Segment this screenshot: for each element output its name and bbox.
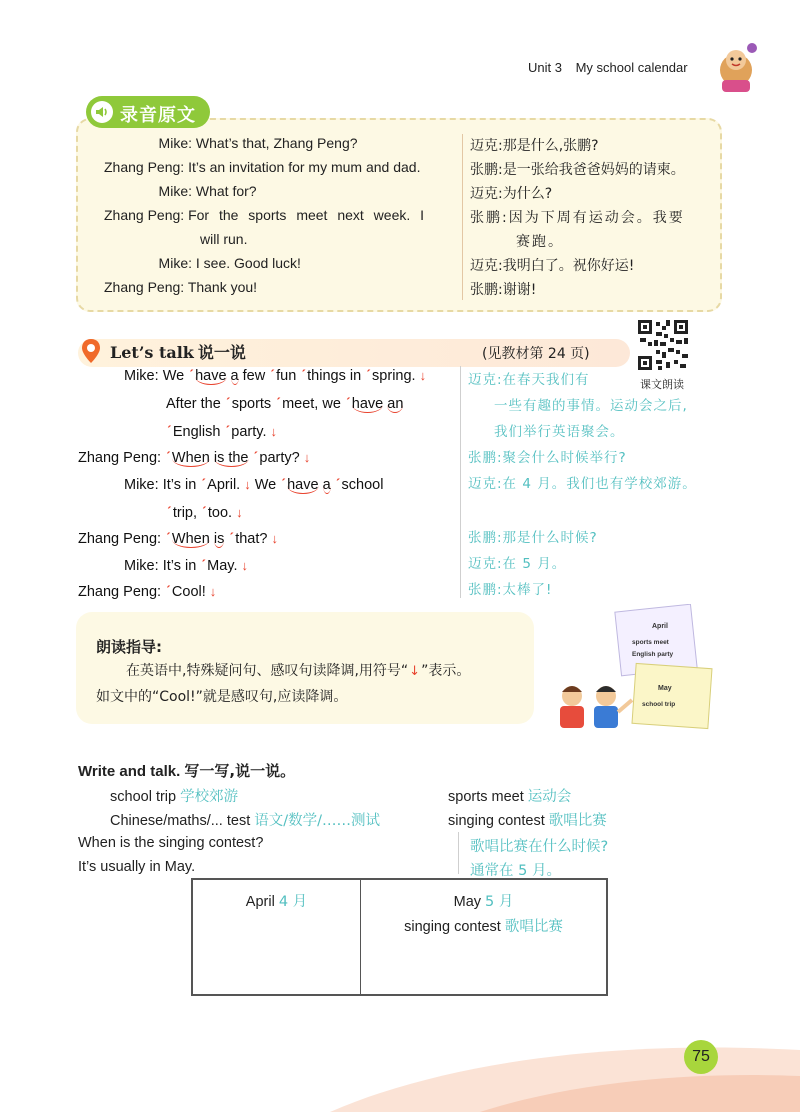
rec-cn-3: 迈克:为什么? (470, 186, 553, 202)
write-divider (458, 832, 459, 874)
word: It’s in (162, 558, 197, 574)
vocab-en: school trip (110, 789, 177, 805)
rec-speaker: Mike: (158, 255, 192, 271)
word: When (171, 450, 210, 466)
word: a (230, 368, 239, 384)
talk-line-3: ˊEnglish ˊparty. ↓ (167, 424, 277, 440)
month-en: May (453, 894, 482, 910)
question-en: When is the singing contest? (78, 835, 264, 851)
illus-english-party: English party (632, 651, 674, 658)
word: few (242, 368, 266, 384)
vocab-en: Chinese/maths/... test (110, 813, 251, 829)
rec-text: It’s an invitation for my mum and dad. (188, 159, 421, 175)
speaker-zhang-peng: Zhang Peng: (78, 450, 162, 466)
reading-guide-line-1 (126, 660, 470, 680)
rec-speaker: Mike: (158, 183, 192, 199)
textbook-reference: (见教材第 24 页) (482, 346, 590, 362)
rec-speaker: Zhang Peng: (104, 207, 185, 223)
calendar-table (191, 878, 608, 996)
word: an (387, 396, 404, 412)
word: When (171, 531, 210, 547)
word: May. (207, 558, 238, 574)
rec-cn-5: 赛跑。 (516, 234, 564, 250)
word: things in (307, 368, 362, 384)
falling-tone-icon: ↓ (419, 368, 427, 383)
talk-title-cn: 说一说 (197, 343, 246, 362)
rec-line-5 (104, 255, 301, 271)
rec-text: What for? (195, 183, 257, 199)
location-pin-icon (80, 338, 102, 364)
answer-en: It’s usually in May. (78, 859, 196, 875)
word: We (162, 368, 185, 384)
speaker-mike: Mike: (124, 477, 159, 493)
talk-cn-7: 迈克:在 5 月。 (468, 556, 567, 572)
word: a (322, 477, 331, 493)
talk-title-en: Let’s talk (110, 343, 194, 362)
calendar-cell-may[interactable] (361, 879, 608, 995)
word: is (213, 531, 225, 547)
recording-divider (462, 134, 463, 300)
word: too. (207, 505, 233, 521)
talk-cn-4: 张鹏:聚会什么时候举行? (468, 450, 627, 466)
talk-line-5: Mike: It’s in ˊApril. ↓ We ˊhave a ˊschool (124, 477, 384, 493)
rec-cn-1: 迈克:那是什么,张鹏? (470, 138, 599, 154)
falling-tone-icon: ↓ (409, 664, 421, 679)
falling-tone-icon: ↓ (236, 505, 243, 520)
rec-line-4 (104, 207, 424, 223)
question-cn: 歌唱比赛在什么时候? (470, 839, 609, 855)
rec-speaker: Zhang Peng: (104, 279, 185, 295)
word: English (172, 424, 221, 440)
talk-title (110, 340, 246, 363)
vocab-cn: 语文/数学/……测试 (254, 813, 381, 829)
vocab-singing-contest (448, 809, 607, 830)
falling-tone-icon: ↓ (271, 531, 278, 546)
guide-text-b: ”表示。 (421, 663, 471, 679)
word: We (254, 477, 277, 493)
illus-school-trip: school trip (642, 701, 676, 708)
talk-cn-6: 张鹏:那是什么时候? (468, 530, 598, 546)
rec-speaker: Mike: (158, 135, 192, 151)
talk-cn-2: 一些有趣的事情。运动会之后, (494, 398, 688, 414)
rec-line-2 (104, 159, 420, 175)
speaker-mike: Mike: (124, 368, 159, 384)
rec-cn-4: 张鹏:因为下周有运动会。我要 (470, 210, 685, 226)
word: After the (166, 396, 221, 412)
illus-april: April (652, 623, 668, 630)
month-cn: 5 月 (485, 894, 514, 910)
rec-text: Thank you! (187, 279, 258, 295)
illus-may: May (658, 685, 672, 692)
month-en: April (245, 894, 275, 910)
guide-text-a: 在英语中,特殊疑问句、感叹句读降调,用符号“ (126, 663, 409, 679)
word: have (351, 396, 384, 412)
write-title-cn: 写一写,说一说。 (184, 762, 296, 780)
word: is the (213, 450, 249, 466)
talk-cn-8: 张鹏:太棒了! (468, 582, 553, 598)
calendar-illustration (546, 604, 722, 738)
reading-guide-line-2: 如文中的“Cool!”就是感叹句,应读降调。 (96, 689, 348, 705)
word: spring. (372, 368, 416, 384)
talk-line-6: ˊtrip, ˊtoo. ↓ (167, 505, 243, 521)
word: that? (235, 531, 268, 547)
event-en: singing contest (404, 919, 501, 935)
word: trip, (172, 505, 198, 521)
event-cn: 歌唱比赛 (504, 919, 563, 935)
rec-line-6 (104, 279, 257, 295)
vocab-en: sports meet (448, 789, 524, 805)
rec-text: What’s that, Zhang Peng? (195, 135, 358, 151)
page-number: 75 (684, 1040, 718, 1074)
word: April. (207, 477, 241, 493)
illus-sports-meet: sports meet (632, 639, 669, 646)
word: meet, we (282, 396, 341, 412)
qr-label: 课文朗读 (640, 378, 684, 391)
unit-title: My school calendar (575, 60, 688, 75)
speaker-zhang-peng: Zhang Peng: (78, 531, 162, 547)
speaker-mike: Mike: (124, 558, 159, 574)
falling-tone-icon: ↓ (241, 558, 249, 573)
word: party? (259, 450, 300, 466)
qr-code-icon[interactable] (636, 318, 690, 372)
word: have (195, 368, 227, 384)
vocab-test (110, 809, 380, 830)
reading-guide-title: 朗读指导: (96, 638, 162, 656)
speaker-zhang-peng: Zhang Peng: (78, 584, 162, 600)
talk-divider (460, 366, 461, 598)
rec-cn-6: 迈克:我明白了。祝你好运! (470, 258, 635, 274)
rec-speaker: Zhang Peng: (104, 159, 185, 175)
word: sports (231, 396, 272, 412)
word: fun (276, 368, 297, 384)
talk-line-9: Zhang Peng: ˊCool! ↓ (78, 584, 217, 600)
write-title-en: Write and talk. (78, 763, 181, 780)
unit-number: Unit 3 (528, 60, 562, 75)
rec-line-1 (104, 135, 358, 151)
speaker-icon[interactable] (90, 100, 114, 124)
talk-cn-3: 我们举行英语聚会。 (494, 424, 625, 440)
word: Cool! (171, 584, 206, 600)
rec-cn-7: 张鹏:谢谢! (470, 282, 537, 298)
rec-text: For the sports meet next week. I (188, 207, 425, 223)
talk-line-7: Zhang Peng: ˊWhen is ˊthat? ↓ (78, 531, 278, 547)
word: It’s in (162, 477, 197, 493)
word: party. (231, 424, 267, 440)
talk-line-1: Mike: We ˊhave a few ˊfun ˊthings in ˊspring. ↓ (124, 368, 427, 384)
rec-cn-2: 张鹏:是一张给我爸爸妈妈的请柬。 (470, 162, 685, 178)
word: have (287, 477, 319, 493)
talk-line-8: Mike: It’s in ˊMay. ↓ (124, 558, 249, 574)
vocab-school-trip (110, 785, 238, 806)
footer-wave (0, 1020, 800, 1112)
month-cn: 4 月 (278, 894, 308, 910)
rec-line-3 (104, 183, 257, 199)
falling-tone-icon: ↓ (244, 477, 251, 492)
talk-cn-5: 迈克:在 4 月。我们也有学校郊游。 (468, 476, 697, 492)
rec-line-4-cont: will run. (200, 231, 248, 247)
vocab-sports-meet (448, 785, 571, 806)
talk-line-4: Zhang Peng: ˊWhen is the ˊparty? ↓ (78, 450, 311, 466)
vocab-en: singing contest (448, 813, 545, 829)
falling-tone-icon: ↓ (209, 584, 217, 599)
word: school (341, 477, 384, 493)
calendar-cell-april[interactable] (192, 879, 361, 995)
talk-line-2: After the ˊsports ˊmeet, we ˊhave an (166, 396, 404, 412)
rec-text: I see. Good luck! (195, 255, 301, 271)
vocab-cn: 歌唱比赛 (548, 813, 607, 829)
vocab-cn: 学校郊游 (180, 789, 239, 805)
talk-cn-1: 迈克:在春天我们有 (468, 372, 590, 388)
recording-title: 录音原文 (120, 105, 196, 126)
mascot-icon (712, 40, 760, 96)
falling-tone-icon: ↓ (303, 450, 311, 465)
write-talk-title (78, 760, 295, 781)
answer-cn: 通常在 5 月。 (470, 863, 561, 879)
vocab-cn: 运动会 (527, 789, 572, 805)
unit-header (528, 60, 698, 75)
falling-tone-icon: ↓ (270, 424, 277, 439)
